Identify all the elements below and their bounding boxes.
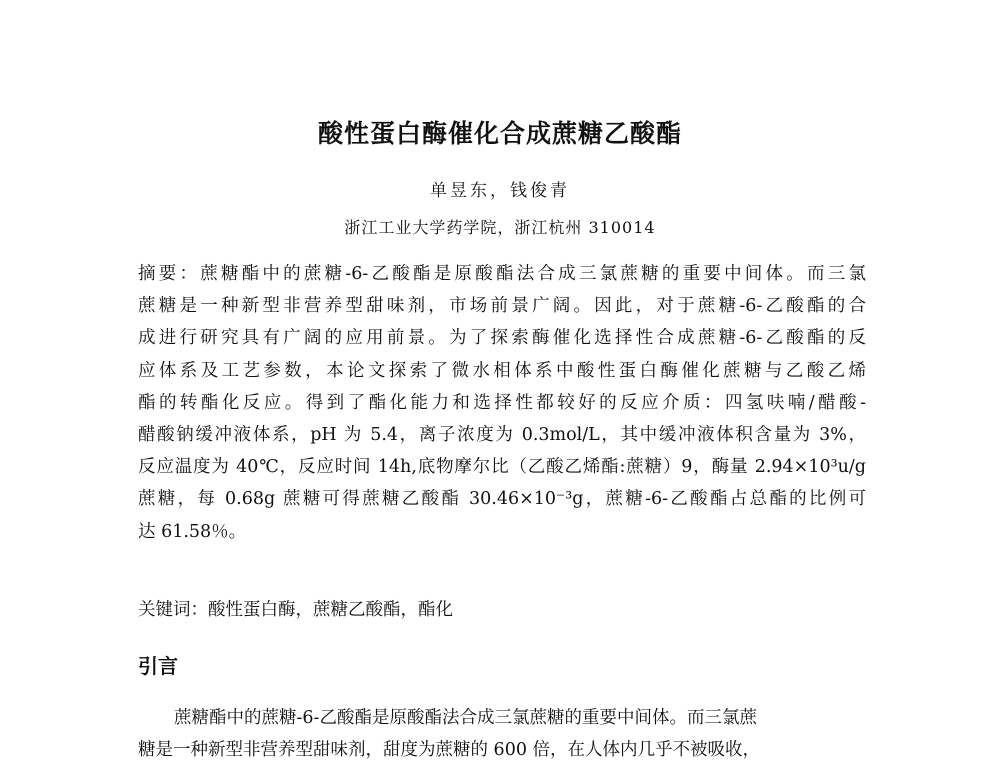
abstract-line: 蔗糖是一种新型非营养型甜味剂，市场前景广阔。因此，对于蔗糖-6-乙酸酯的合 (138, 296, 866, 317)
abstract-line: 酯的转酯化反应。得到了酯化能力和选择性都较好的反应介质：四氢呋喃/醋酸- (138, 392, 866, 413)
authors: 单昱东，钱俊青 (430, 181, 570, 201)
keywords: 关键词：酸性蛋白酶，蔗糖乙酸酯，酯化 (138, 600, 453, 620)
intro-line: 蔗糖酯中的蔗糖-6-乙酸酯是原酸酯法合成三氯蔗糖的重要中间体。而三氯蔗 (174, 708, 757, 728)
intro-line: 糖是一种新型非营养型甜味剂，甜度为蔗糖的 600 倍，在人体内几乎不被吸收， (138, 740, 761, 760)
affiliation: 浙江工业大学药学院，浙江杭州 310014 (344, 218, 656, 237)
abstract-line: 成进行研究具有广阔的应用前景。为了探索酶催化选择性合成蔗糖-6-乙酸酯的反 (138, 328, 866, 349)
abstract (138, 258, 866, 548)
abstract-line: 摘要：蔗糖酯中的蔗糖-6-乙酸酯是原酸酯法合成三氯蔗糖的重要中间体。而三氯 (138, 264, 866, 284)
abstract-line: 达 61.58％。 (138, 521, 247, 542)
abstract-line: 反应温度为 40℃，反应时间 14h,底物摩尔比（乙酸乙烯酯:蔗糖）9，酶量 2.94×10³u/g (138, 457, 866, 478)
abstract-line: 应体系及工艺参数，本论文探索了微水相体系中酸性蛋白酶催化蔗糖与乙酸乙烯 (138, 360, 866, 381)
abstract-line: 蔗糖，每 0.68g 蔗糖可得蔗糖乙酸酯 30.46×10⁻³g，蔗糖-6-乙酸酯占总酯的比例可 (138, 489, 866, 510)
introduction-body (138, 702, 866, 766)
section-heading-introduction: 引言 (138, 654, 178, 678)
paper-title: 酸性蛋白酶催化合成蔗糖乙酸酯 (317, 119, 682, 148)
abstract-line: 醋酸钠缓冲液体系，pH 为 5.4，离子浓度为 0.3mol/L，其中缓冲液体积含量为 3%， (138, 425, 866, 446)
